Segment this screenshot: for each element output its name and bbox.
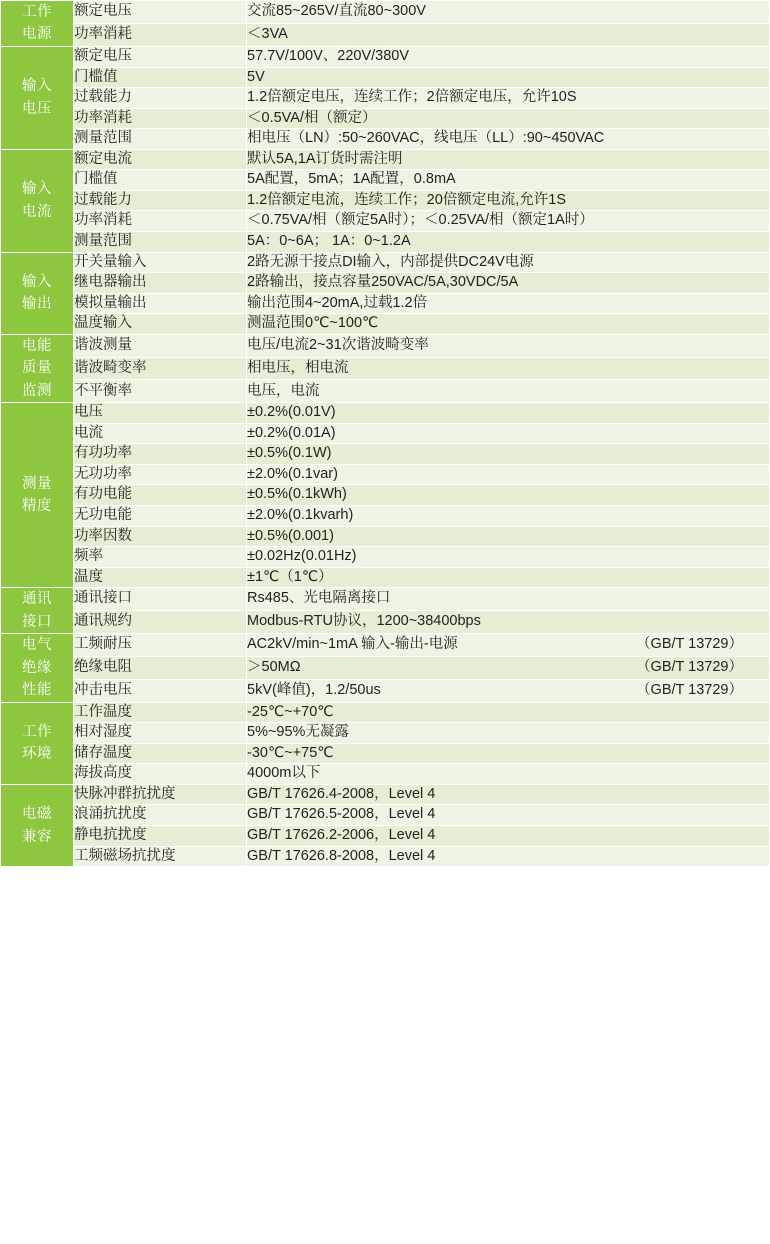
category-cell [1,588,74,634]
standard-reference-note: （GB/T 13729） [636,681,743,698]
category-label-line: 性能 [22,682,52,699]
category-label-line: 工作 [22,4,52,20]
parameter-name-cell: 频率 [74,547,247,568]
table-row [1,232,770,253]
table-row [1,444,770,465]
table-row [1,23,770,46]
parameter-value-cell: ±2.0%(0.1var) [247,464,770,485]
specification-table-body [1,1,770,867]
category-cell [1,634,74,702]
parameter-value-cell: 5%~95%无凝露 [247,723,770,744]
parameter-value-cell: ±0.5%(0.1kWh) [247,485,770,506]
table-row [1,293,770,314]
category-label-line: 质量 [22,360,52,377]
parameter-value-cell: 输出范围4~20mA,过载1.2倍 [247,293,770,314]
table-row [1,464,770,485]
category-cell [1,1,74,47]
table-row [1,334,770,357]
parameter-name-cell: 谐波测量 [74,334,247,357]
value-text: 5kV(峰值)，1.2/50us [247,681,381,698]
parameter-name-cell: 功率消耗 [74,211,247,232]
parameter-name-cell: 额定电压 [74,46,247,67]
table-row [1,611,770,634]
table-row [1,547,770,568]
parameter-value-cell: ±1℃（1℃） [247,567,770,588]
table-row [1,846,770,867]
parameter-name-cell: 功率消耗 [74,108,247,129]
table-row [1,380,770,403]
parameter-name-cell: 有功功率 [74,444,247,465]
parameter-name-cell: 绝缘电阻 [74,657,247,680]
table-row [1,403,770,424]
category-cell [1,784,74,866]
table-row [1,149,770,170]
category-cell [1,252,74,334]
parameter-name-cell: 浪涌抗扰度 [74,805,247,826]
parameter-name-cell: 模拟量输出 [74,293,247,314]
value-with-note [247,635,769,655]
category-label-line: 绝缘 [22,659,52,676]
parameter-name-cell: 相对湿度 [74,723,247,744]
parameter-value-cell: GB/T 17626.2-2006，Level 4 [247,826,770,847]
parameter-value-cell: ＜0.75VA/相（额定5A时）；＜0.25VA/相（额定1A时） [247,211,770,232]
parameter-value-cell: 默认5A,1A订货时需注明 [247,149,770,170]
parameter-value-cell: ＜0.5VA/相（额定） [247,108,770,129]
table-row [1,743,770,764]
parameter-value-cell: ±0.02Hz(0.01Hz) [247,547,770,568]
parameter-name-cell: 工频耐压 [74,634,247,657]
category-cell [1,46,74,149]
category-label-line: 监测 [22,382,52,399]
parameter-name-cell: 电流 [74,423,247,444]
table-row [1,679,770,702]
parameter-value-cell: ±0.2%(0.01A) [247,423,770,444]
parameter-name-cell: 门槛值 [74,170,247,191]
table-row [1,805,770,826]
category-label-line: 接口 [22,613,52,630]
category-label-line: 电气 [22,637,52,654]
table-row [1,567,770,588]
parameter-value-cell: 2路输出，接点容量250VAC/5A,30VDC/5A [247,273,770,294]
value-text: AC2kV/min~1mA 输入-输出-电源 [247,636,458,653]
table-row [1,46,770,67]
category-label-line: 电能 [22,337,52,354]
parameter-value-cell: 1.2倍额定电压，连续工作；2倍额定电压，允许10S [247,88,770,109]
parameter-value-cell: GB/T 17626.5-2008，Level 4 [247,805,770,826]
parameter-value-cell: ±0.5%(0.001) [247,526,770,547]
category-cell [1,702,74,784]
parameter-name-cell: 开关量输入 [74,252,247,273]
parameter-name-cell: 储存温度 [74,743,247,764]
parameter-name-cell: 测量范围 [74,129,247,150]
parameter-value-cell: 5A：0~6A； 1A：0~1.2A [247,232,770,253]
parameter-name-cell: 通讯接口 [74,588,247,611]
table-row [1,314,770,335]
parameter-value-cell: 电压，电流 [247,380,770,403]
parameter-value-cell: 1.2倍额定电流，连续工作；20倍额定电流,允许1S [247,190,770,211]
table-row [1,485,770,506]
table-row [1,526,770,547]
category-label-line: 电磁 [22,806,52,823]
category-label-line: 工作 [22,723,52,740]
parameter-name-cell: 工作温度 [74,702,247,723]
category-label-line: 测量 [22,475,52,492]
standard-reference-note: （GB/T 13729） [636,659,743,676]
parameter-value-cell: 2路无源干接点DI输入，内部提供DC24V电源 [247,252,770,273]
table-row [1,88,770,109]
parameter-value-cell: Rs485、光电隔离接口 [247,588,770,611]
parameter-name-cell: 有功电能 [74,485,247,506]
parameter-name-cell: 额定电流 [74,149,247,170]
table-row [1,506,770,527]
table-row [1,764,770,785]
table-row [1,1,770,24]
category-cell [1,149,74,252]
parameter-name-cell: 继电器输出 [74,273,247,294]
category-label-line: 输出 [22,296,52,313]
parameter-value-cell: Modbus-RTU协议，1200~38400bps [247,611,770,634]
category-label-line: 精度 [22,498,52,515]
parameter-name-cell: 过载能力 [74,190,247,211]
table-row [1,826,770,847]
parameter-name-cell: 额定电压 [74,1,247,24]
parameter-value-cell: 交流85~265V/直流80~300V [247,1,770,24]
table-row [1,252,770,273]
value-with-note [247,658,769,678]
parameter-name-cell: 过载能力 [74,88,247,109]
category-cell [1,334,74,402]
parameter-name-cell: 温度输入 [74,314,247,335]
table-row [1,784,770,805]
table-row [1,273,770,294]
parameter-value-cell: ±2.0%(0.1kvarh) [247,506,770,527]
parameter-name-cell: 无功电能 [74,506,247,527]
category-label-line: 环境 [22,746,52,763]
parameter-value-cell: GB/T 17626.8-2008，Level 4 [247,846,770,867]
category-label-line: 电压 [22,100,52,117]
parameter-value-cell: GB/T 17626.4-2008，Level 4 [247,784,770,805]
category-label-line: 电源 [22,26,52,43]
parameter-name-cell: 功率因数 [74,526,247,547]
table-row [1,190,770,211]
parameter-name-cell: 电压 [74,403,247,424]
category-label-line: 兼容 [22,828,52,845]
parameter-name-cell: 工频磁场抗扰度 [74,846,247,867]
category-label-line: 输入 [22,181,52,198]
parameter-value-cell: 4000m以下 [247,764,770,785]
parameter-value-cell: 相电压（LN）:50~260VAC，线电压（LL）:90~450VAC [247,129,770,150]
table-row [1,588,770,611]
table-row [1,170,770,191]
table-row [1,67,770,88]
table-row [1,423,770,444]
parameter-value-cell [247,634,770,657]
table-row [1,723,770,744]
parameter-value-cell: 57.7V/100V、220V/380V [247,46,770,67]
table-row [1,129,770,150]
parameter-value-cell: -30℃~+75℃ [247,743,770,764]
parameter-value-cell: 5A配置，5mA；1A配置，0.8mA [247,170,770,191]
table-row [1,702,770,723]
parameter-name-cell: 海拔高度 [74,764,247,785]
parameter-name-cell: 测量范围 [74,232,247,253]
category-label-line: 输入 [22,273,52,290]
category-label-line: 电流 [22,203,52,220]
parameter-value-cell [247,679,770,702]
category-cell [1,403,74,588]
parameter-name-cell: 功率消耗 [74,23,247,46]
parameter-name-cell: 谐波畸变率 [74,357,247,380]
parameter-name-cell: 不平衡率 [74,380,247,403]
parameter-name-cell: 静电抗扰度 [74,826,247,847]
parameter-value-cell [247,657,770,680]
parameter-name-cell: 无功功率 [74,464,247,485]
category-label-line: 输入 [22,78,52,95]
parameter-value-cell: ＜3VA [247,23,770,46]
value-text: ＞50MΩ [247,659,301,676]
parameter-value-cell: ±0.5%(0.1W) [247,444,770,465]
parameter-name-cell: 门槛值 [74,67,247,88]
standard-reference-note: （GB/T 13729） [636,636,743,653]
parameter-name-cell: 冲击电压 [74,679,247,702]
value-with-note [247,681,769,701]
table-row [1,634,770,657]
parameter-name-cell: 通讯规约 [74,611,247,634]
table-row [1,657,770,680]
parameter-value-cell: 测温范围0℃~100℃ [247,314,770,335]
table-row [1,211,770,232]
category-label-line: 通讯 [22,591,52,608]
table-row [1,108,770,129]
parameter-name-cell: 温度 [74,567,247,588]
table-row [1,357,770,380]
parameter-name-cell: 快脉冲群抗扰度 [74,784,247,805]
parameter-value-cell: ±0.2%(0.01V) [247,403,770,424]
parameter-value-cell: 5V [247,67,770,88]
parameter-value-cell: 相电压，相电流 [247,357,770,380]
parameter-value-cell: -25℃~+70℃ [247,702,770,723]
parameter-value-cell: 电压/电流2~31次谐波畸变率 [247,334,770,357]
